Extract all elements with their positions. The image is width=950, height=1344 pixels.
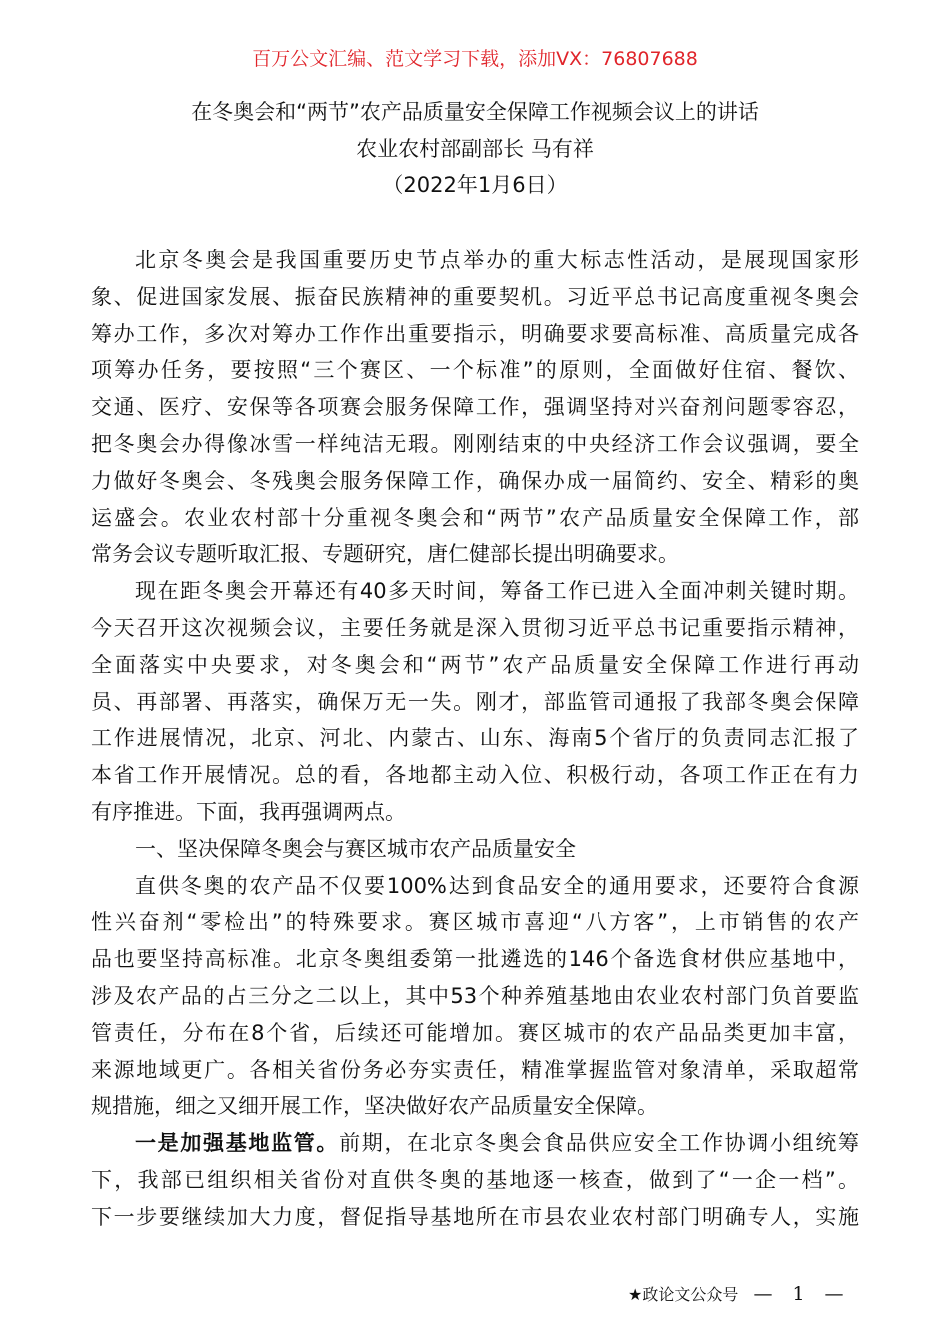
paragraph [91, 868, 859, 1126]
dash-left: — [753, 1283, 773, 1305]
text-line [91, 978, 859, 1015]
line-text: 北京冬奥会是我国重要历史节点举办的重大标志性活动，是展现国家形 [135, 248, 859, 272]
line-text: 规措施，细之又细开展工作，坚决做好农产品质量安全保障。 [91, 1094, 658, 1119]
text-line [91, 1052, 859, 1089]
text-line [91, 426, 859, 463]
line-text: 全面落实中央要求，对冬奥会和“两节”农产品质量安全保障工作进行再动 [91, 652, 859, 677]
text-line [91, 647, 859, 684]
text-line [91, 573, 859, 610]
text-line [91, 1125, 859, 1162]
text-line [91, 720, 859, 757]
line-text: 来源地域更广。各相关省份务必夯实责任，精准掌握监管对象清单，采取超常 [91, 1057, 859, 1082]
line-text: 有序推进。下面，我再强调两点。 [91, 799, 406, 824]
paragraph [91, 242, 859, 573]
line-text: 一、坚决保障冬奥会与赛区城市农产品质量安全 [135, 836, 576, 861]
section-heading [91, 831, 859, 868]
line-text: 常务会议专题听取汇报、专题研究，唐仁健部长提出明确要求。 [91, 542, 679, 567]
text-line [91, 279, 859, 316]
text-line [91, 757, 859, 794]
text-line [91, 536, 859, 573]
paragraph [91, 573, 859, 831]
line-text: 直供冬奥的农产品不仅要100%达到食品安全的通用要求，还要符合食源 [135, 873, 859, 898]
footer-source: ★政论文公众号 [628, 1285, 739, 1304]
bold-lead: 一是加强基地监管。 [135, 1131, 340, 1156]
date-line: （2022年1月6日） [382, 173, 568, 197]
watermark-banner: 百万公文汇编、范文学习下载，添加VX：76807688 [252, 48, 698, 70]
line-text: 性兴奋剂“零检出”的特殊要求。赛区城市喜迎“八方客”，上市销售的农产 [91, 910, 859, 935]
text-line [91, 1015, 859, 1052]
line-text: 品也要坚持高标准。北京冬奥组委第一批遴选的146个备选食材供应基地中， [91, 947, 859, 972]
text-line [91, 352, 859, 389]
line-text: 筹办工作，多次对筹办工作作出重要指示，明确要求要高标准、高质量完成各 [91, 321, 859, 346]
text-line [91, 242, 859, 279]
dash-right: — [824, 1283, 844, 1305]
text-line [91, 1162, 859, 1199]
line-text: 涉及农产品的占三分之二以上，其中53个种养殖基地由农业农村部门负首要监 [91, 983, 859, 1008]
line-text: 下一步要继续加大力度，督促指导基地所在市县农业农村部门明确专人，实施 [91, 1204, 859, 1229]
text-line [91, 610, 859, 647]
document-title: 在冬奥会和“两节”农产品质量安全保障工作视频会议上的讲话 [191, 100, 759, 124]
line-text: 现在距冬奥会开幕还有40多天时间，筹备工作已进入全面冲刺关键时期。 [135, 579, 859, 604]
author-line: 农业农村部副部长 马有祥 [356, 137, 594, 161]
line-text: 下，我部已组织相关省份对直供冬奥的基地逐一核查，做到了“一企一档”。 [91, 1167, 859, 1192]
text-line [91, 1199, 859, 1236]
text-line [91, 868, 859, 905]
text-line [91, 831, 859, 868]
line-text: 运盛会。农业农村部十分重视冬奥会和“两节”农产品质量安全保障工作，部 [91, 505, 859, 530]
text-line [91, 463, 859, 500]
text-line [91, 316, 859, 353]
text-line [91, 941, 859, 978]
text-line [91, 389, 859, 426]
document-body [91, 242, 859, 1236]
line-text: 前期，在北京冬奥会食品供应安全工作协调小组统筹 [339, 1131, 859, 1156]
line-text: 本省工作开展情况。总的看，各地都主动入位、积极行动，各项工作正在有力 [91, 763, 859, 788]
line-text: 今天召开这次视频会议，主要任务就是深入贯彻习近平总书记重要指示精神， [91, 615, 859, 640]
line-text: 象、促进国家发展、振奋民族精神的重要契机。习近平总书记高度重视冬奥会 [91, 284, 859, 309]
line-text: 员、再部署、再落实，确保万无一失。刚才，部监管司通报了我部冬奥会保障 [91, 689, 859, 714]
paragraph [91, 1125, 859, 1235]
page-footer [628, 1282, 854, 1307]
text-line [91, 684, 859, 721]
page-number: 1 [792, 1283, 805, 1305]
line-text: 交通、医疗、安保等各项赛会服务保障工作，强调坚持对兴奋剂问题零容忍， [91, 395, 859, 420]
line-text: 项筹办任务，要按照“三个赛区、一个标准”的原则，全面做好住宿、餐饮、 [91, 358, 859, 383]
text-line [91, 904, 859, 941]
text-line [91, 794, 859, 831]
line-text: 管责任，分布在8个省，后续还可能增加。赛区城市的农产品品类更加丰富， [91, 1020, 859, 1045]
line-text: 力做好冬奥会、冬残奥会服务保障工作，确保办成一届简约、安全、精彩的奥 [91, 468, 859, 493]
text-line [91, 1088, 859, 1125]
line-text: 工作进展情况，北京、河北、内蒙古、山东、海南5个省厅的负责同志汇报了 [91, 726, 859, 751]
text-line [91, 500, 859, 537]
line-text: 把冬奥会办得像冰雪一样纯洁无瑕。刚刚结束的中央经济工作会议强调，要全 [91, 431, 859, 456]
